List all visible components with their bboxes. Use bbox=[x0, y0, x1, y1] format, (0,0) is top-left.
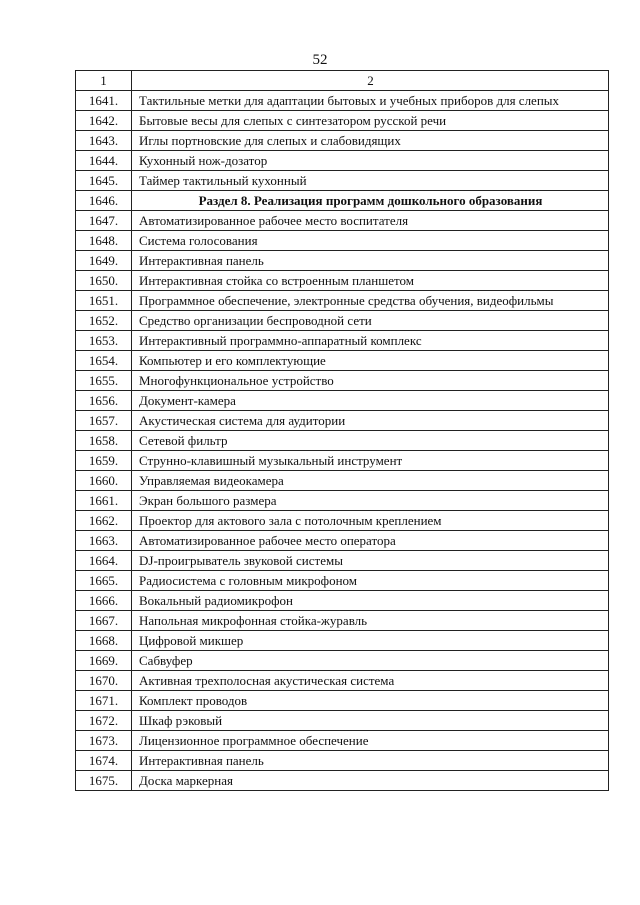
row-number-cell: 1672. bbox=[76, 711, 132, 731]
table-row bbox=[76, 131, 609, 151]
item-name-cell: Акустическая система для аудитории bbox=[132, 411, 609, 431]
table-row bbox=[76, 751, 609, 771]
row-number-cell: 1649. bbox=[76, 251, 132, 271]
table-row bbox=[76, 471, 609, 491]
row-number-cell: 1674. bbox=[76, 751, 132, 771]
item-name-cell: Бытовые весы для слепых с синтезатором русской речи bbox=[132, 111, 609, 131]
row-number-cell: 1646. bbox=[76, 191, 132, 211]
item-name-cell: Кухонный нож-дозатор bbox=[132, 151, 609, 171]
equipment-table bbox=[75, 70, 609, 791]
table-row bbox=[76, 311, 609, 331]
row-number-cell: 1673. bbox=[76, 731, 132, 751]
table-row bbox=[76, 591, 609, 611]
table-row bbox=[76, 631, 609, 651]
row-number-cell: 1645. bbox=[76, 171, 132, 191]
row-number-cell: 1659. bbox=[76, 451, 132, 471]
table-row bbox=[76, 251, 609, 271]
item-name-cell: Компьютер и его комплектующие bbox=[132, 351, 609, 371]
item-name-cell: Комплект проводов bbox=[132, 691, 609, 711]
row-number-cell: 1675. bbox=[76, 771, 132, 791]
table-row bbox=[76, 511, 609, 531]
row-number-cell: 1663. bbox=[76, 531, 132, 551]
item-name-cell: Активная трехполосная акустическая система bbox=[132, 671, 609, 691]
item-name-cell: Струнно-клавишный музыкальный инструмент bbox=[132, 451, 609, 471]
item-name-cell: Интерактивная панель bbox=[132, 751, 609, 771]
table-row bbox=[76, 451, 609, 471]
item-name-cell: Цифровой микшер bbox=[132, 631, 609, 651]
item-name-cell: Автоматизированное рабочее место воспитателя bbox=[132, 211, 609, 231]
table-row bbox=[76, 171, 609, 191]
table-row bbox=[76, 291, 609, 311]
item-name-cell: Сетевой фильтр bbox=[132, 431, 609, 451]
table-header-row bbox=[76, 71, 609, 91]
item-name-cell: Лицензионное программное обеспечение bbox=[132, 731, 609, 751]
row-number-cell: 1664. bbox=[76, 551, 132, 571]
item-name-cell: Радиосистема с головным микрофоном bbox=[132, 571, 609, 591]
item-name-cell: Экран большого размера bbox=[132, 491, 609, 511]
row-number-cell: 1667. bbox=[76, 611, 132, 631]
item-name-cell: Многофункциональное устройство bbox=[132, 371, 609, 391]
row-number-cell: 1648. bbox=[76, 231, 132, 251]
row-number-cell: 1668. bbox=[76, 631, 132, 651]
item-name-cell: Проектор для актового зала с потолочным креплением bbox=[132, 511, 609, 531]
item-name-cell: Напольная микрофонная стойка-журавль bbox=[132, 611, 609, 631]
row-number-cell: 1670. bbox=[76, 671, 132, 691]
table-row bbox=[76, 331, 609, 351]
column-header-1: 1 bbox=[76, 71, 132, 91]
table-row bbox=[76, 491, 609, 511]
item-name-cell: Интерактивный программно-аппаратный комплекс bbox=[132, 331, 609, 351]
row-number-cell: 1671. bbox=[76, 691, 132, 711]
table-row bbox=[76, 771, 609, 791]
table-row bbox=[76, 571, 609, 591]
table-row bbox=[76, 711, 609, 731]
row-number-cell: 1660. bbox=[76, 471, 132, 491]
row-number-cell: 1643. bbox=[76, 131, 132, 151]
row-number-cell: 1647. bbox=[76, 211, 132, 231]
row-number-cell: 1655. bbox=[76, 371, 132, 391]
row-number-cell: 1642. bbox=[76, 111, 132, 131]
item-name-cell: Документ-камера bbox=[132, 391, 609, 411]
item-name-cell: Доска маркерная bbox=[132, 771, 609, 791]
item-name-cell: DJ-проигрыватель звуковой системы bbox=[132, 551, 609, 571]
table-row bbox=[76, 271, 609, 291]
row-number-cell: 1662. bbox=[76, 511, 132, 531]
row-number-cell: 1666. bbox=[76, 591, 132, 611]
equipment-table-body bbox=[76, 71, 609, 791]
table-row bbox=[76, 551, 609, 571]
row-number-cell: 1665. bbox=[76, 571, 132, 591]
row-number-cell: 1657. bbox=[76, 411, 132, 431]
table-row bbox=[76, 611, 609, 631]
table-row bbox=[76, 231, 609, 251]
row-number-cell: 1669. bbox=[76, 651, 132, 671]
item-name-cell: Автоматизированное рабочее место оператора bbox=[132, 531, 609, 551]
item-name-cell: Управляемая видеокамера bbox=[132, 471, 609, 491]
table-row bbox=[76, 91, 609, 111]
table-row bbox=[76, 111, 609, 131]
row-number-cell: 1650. bbox=[76, 271, 132, 291]
item-name-cell: Вокальный радиомикрофон bbox=[132, 591, 609, 611]
row-number-cell: 1652. bbox=[76, 311, 132, 331]
page-number: 52 bbox=[312, 52, 328, 68]
row-number-cell: 1651. bbox=[76, 291, 132, 311]
item-name-cell: Иглы портновские для слепых и слабовидящих bbox=[132, 131, 609, 151]
section-title-cell: Раздел 8. Реализация программ дошкольного образования bbox=[132, 191, 609, 211]
table-row bbox=[76, 351, 609, 371]
section-heading-row bbox=[76, 191, 609, 211]
table-row bbox=[76, 731, 609, 751]
row-number-cell: 1658. bbox=[76, 431, 132, 451]
table-row bbox=[76, 431, 609, 451]
row-number-cell: 1656. bbox=[76, 391, 132, 411]
table-row bbox=[76, 151, 609, 171]
table-row bbox=[76, 411, 609, 431]
item-name-cell: Таймер тактильный кухонный bbox=[132, 171, 609, 191]
item-name-cell: Средство организации беспроводной сети bbox=[132, 311, 609, 331]
table-row bbox=[76, 371, 609, 391]
table-row bbox=[76, 531, 609, 551]
row-number-cell: 1641. bbox=[76, 91, 132, 111]
table-row bbox=[76, 651, 609, 671]
table-row bbox=[76, 211, 609, 231]
table-row bbox=[76, 391, 609, 411]
item-name-cell: Система голосования bbox=[132, 231, 609, 251]
item-name-cell: Шкаф рэковый bbox=[132, 711, 609, 731]
item-name-cell: Сабвуфер bbox=[132, 651, 609, 671]
row-number-cell: 1644. bbox=[76, 151, 132, 171]
row-number-cell: 1654. bbox=[76, 351, 132, 371]
row-number-cell: 1653. bbox=[76, 331, 132, 351]
item-name-cell: Тактильные метки для адаптации бытовых и учебных приборов для слепых bbox=[132, 91, 609, 111]
item-name-cell: Интерактивная стойка со встроенным планшетом bbox=[132, 271, 609, 291]
row-number-cell: 1661. bbox=[76, 491, 132, 511]
table-row bbox=[76, 671, 609, 691]
item-name-cell: Программное обеспечение, электронные средства обучения, видеофильмы bbox=[132, 291, 609, 311]
table-row bbox=[76, 691, 609, 711]
column-header-2: 2 bbox=[132, 71, 609, 91]
item-name-cell: Интерактивная панель bbox=[132, 251, 609, 271]
